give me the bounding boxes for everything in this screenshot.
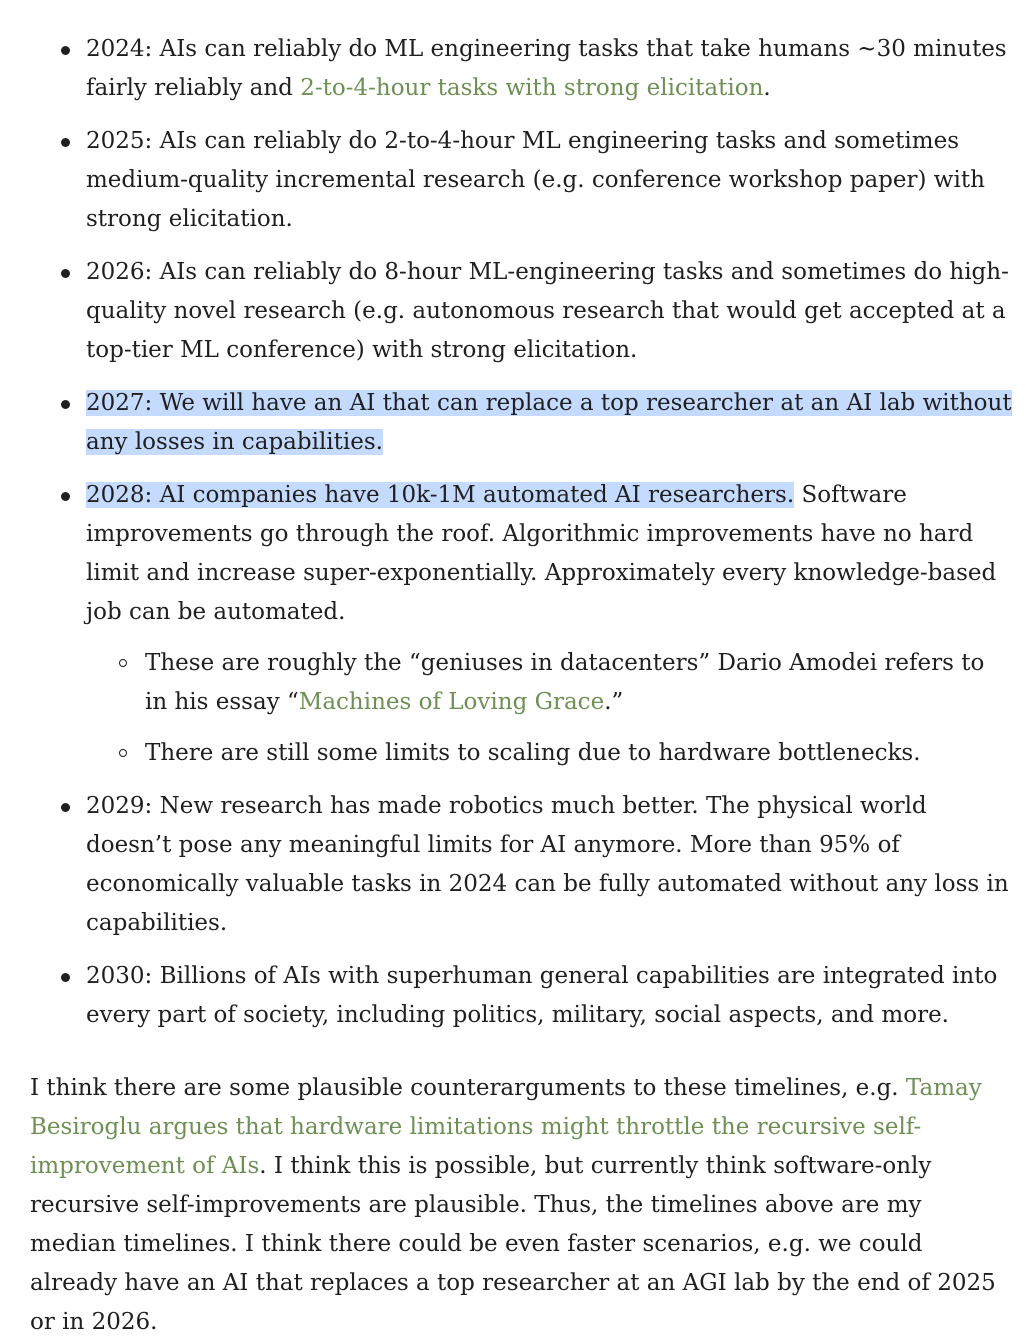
timeline-item-2030 <box>30 957 1012 1035</box>
sub-item-scaling-limits <box>86 734 1012 773</box>
sub-list <box>86 644 1012 773</box>
sub-item-geniuses <box>86 644 1012 722</box>
link-2-to-4-hour-tasks[interactable]: 2-to-4-hour tasks with strong elicitation <box>300 75 764 101</box>
highlighted-text: 2028: AI companies have 10k-1M automated AI researchers. <box>86 482 795 508</box>
timeline-text: 2030: Billions of AIs with superhuman general capabilities are integrated into every part of society, including politics, military, social aspects, and more. <box>86 963 998 1028</box>
sub-item-text: These are roughly the “geniuses in datacenters” Dario Amodei refers to in his essay “ <box>145 650 985 715</box>
counterarguments-paragraph <box>30 1069 1012 1342</box>
link-tamay-besiroglu[interactable]: Tamay Besiroglu argues that hardware limitations might throttle the recursive self-improvement of AIs <box>30 1075 982 1179</box>
timeline-list <box>30 30 1012 1035</box>
link-machines-of-loving-grace[interactable]: Machines of Loving Grace <box>298 689 605 715</box>
timeline-text: 2024: AIs can reliably do ML engineering tasks that take humans ~30 minutes fairly reliably and <box>86 36 1007 101</box>
punctuation: .” <box>604 689 624 715</box>
paragraph-text: I think there are some plausible counterarguments to these timelines, e.g. <box>30 1075 906 1101</box>
timeline-item-2026 <box>30 253 1012 370</box>
timeline-item-2028 <box>30 476 1012 773</box>
punctuation: . <box>763 75 771 101</box>
timeline-text: Software improvements go through the roof. Algorithmic improvements have no hard limit and increase super-exponentially. Approximately every knowledge-based job can be automated. <box>86 482 997 625</box>
timeline-item-2024 <box>30 30 1012 108</box>
timeline-text: 2026: AIs can reliably do 8-hour ML-engineering tasks and sometimes do high-quality novel research (e.g. autonomous research that would get accepted at a top-tier ML conference) with strong elicitation. <box>86 259 1009 363</box>
timeline-item-2027 <box>30 384 1012 462</box>
timeline-text: 2029: New research has made robotics much better. The physical world doesn’t pose any meaningful limits for AI anymore. More than 95% of economically valuable tasks in 2024 can be fully automated without any loss in capabilities. <box>86 793 1009 936</box>
highlighted-text: 2027: We will have an AI that can replace a top researcher at an AI lab without any losses in capabilities. <box>86 390 1012 455</box>
paragraph-text: . I think this is possible, but currently think software-only recursive self-improvements are plausible. Thus, the timelines above are my median timelines. I think there could be even faster scenarios, e.g. we could already have an AI that replaces a top researcher at an AGI lab by the end of 2025 or in 2026. <box>30 1153 996 1335</box>
timeline-item-2025 <box>30 122 1012 239</box>
timeline-item-2029 <box>30 787 1012 943</box>
timeline-text: 2025: AIs can reliably do 2-to-4-hour ML engineering tasks and sometimes medium-quality incremental research (e.g. conference workshop paper) with strong elicitation. <box>86 128 985 232</box>
sub-item-text: There are still some limits to scaling due to hardware bottlenecks. <box>145 740 921 766</box>
